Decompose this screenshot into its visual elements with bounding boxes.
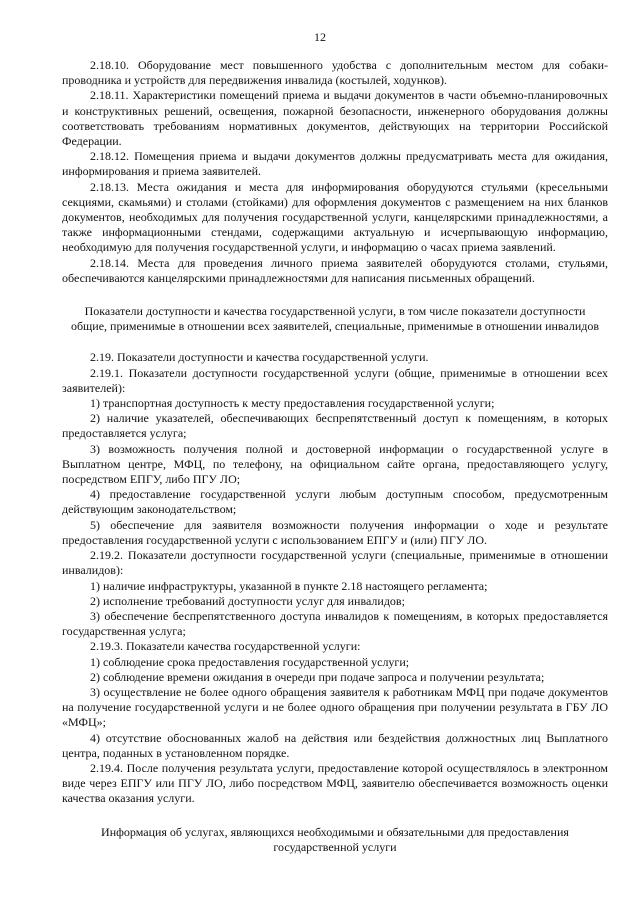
paragraph-2-19-1: 2.19.1. Показатели доступности государственной услуги (общие, применимые в отношении всех заявителей): bbox=[62, 365, 608, 395]
paragraph-2-18-10: 2.18.10. Оборудование мест повышенного удобства с дополнительным местом для собаки-проводника и устройств для передвижения инвалида (костылей, ходунков). bbox=[62, 58, 608, 88]
list-item: 2) соблюдение времени ожидания в очереди при подаче запроса и получении результата; bbox=[90, 669, 545, 684]
list-item: 4) предоставление государственной услуги любым доступным способом, предусмотренным действующим законодательством; bbox=[62, 487, 608, 517]
list-item: 2) наличие указателей, обеспечивающих беспрепятственный доступ к помещениям, в которых предоставляется услуга; bbox=[62, 411, 608, 441]
section-heading-accessibility: Показатели доступности и качества государственной услуги, в том числе показатели доступности общие, применимые в отношении всех заявителей, специальные, применимые в отношении инвалидов bbox=[70, 304, 600, 334]
paragraph-2-18-11: 2.18.11. Характеристики помещений приема и выдачи документов в части объемно-планировочных и конструктивных решений, освещения, пожарной безопасности, инженерного оборудования должны соответствовать требованиям нормативных документов, действующих на территории Российской Федерации. bbox=[62, 88, 608, 149]
list-item: 3) возможность получения полной и достоверной информации о государственной услуге в Выплатном центре, МФЦ, по телефону, на официальном сайте органа, предоставляющего услугу, посредством ЕПГУ, либо ПГУ ЛО; bbox=[62, 441, 608, 487]
list-item: 3) обеспечение беспрепятственного доступа инвалидов к помещениям, в которых предоставляется государственная услуга; bbox=[62, 608, 608, 639]
list-item: 3) осуществление не более одного обращения заявителя к работникам МФЦ при подаче документов на получение государственной услуги и не более одного обращения при получении результата в ГБУ ЛО «МФЦ»; bbox=[62, 684, 608, 730]
list-item: 4) отсутствие обоснованных жалоб на действия или бездействия должностных лиц Выплатного центра, поданных в установленном порядке. bbox=[62, 730, 608, 760]
list-item: 1) соблюдение срока предоставления государственной услуги; bbox=[90, 654, 410, 669]
list-item: 1) наличие инфраструктуры, указанной в пункте 2.18 настоящего регламента; bbox=[90, 578, 488, 593]
document-body bbox=[62, 58, 608, 855]
list-item: 5) обеспечение для заявителя возможности получения информации о ходе и результате предоставления государственной услуги с использованием ЕПГУ и (или) ПГУ ЛО. bbox=[62, 517, 608, 547]
paragraph-2-19-3: 2.19.3. Показатели качества государственной услуги: bbox=[90, 639, 361, 654]
paragraph-2-19: 2.19. Показатели доступности и качества государственной услуги. bbox=[90, 350, 429, 365]
list-item: 2) исполнение требований доступности услуг для инвалидов; bbox=[90, 593, 405, 608]
paragraph-2-19-2: 2.19.2. Показатели доступности государственной услуги (специальные, применимые в отношении инвалидов): bbox=[62, 548, 608, 578]
page-number: 12 bbox=[314, 30, 326, 44]
paragraph-2-18-13: 2.18.13. Места ожидания и места для информирования оборудуются стульями (кресельными секциями, скамьями) и столами (стойками) для оформления документов с размещением на них бланков документов, необходимых для получения государственной услуги, канцелярскими принадлежностями, а также информационными стендами, содержащими актуальную и исчерпывающую информацию, необходимую для получения государственной услуги, и информацию о часах приема заявлений. bbox=[62, 179, 608, 255]
paragraph-2-19-4: 2.19.4. После получения результата услуги, предоставление которой осуществлялось в электронном виде через ЕПГУ или ПГУ ЛО, либо посредством МФЦ, заявителю обеспечивается возможность оценки качества оказания услуги. bbox=[62, 760, 608, 806]
section-heading-required-services: Информация об услугах, являющихся необходимыми и обязательными для предоставления государственной услуги bbox=[101, 824, 569, 854]
paragraph-2-18-14: 2.18.14. Места для проведения личного приема заявителей оборудуются столами, стульями, обеспечиваются канцелярскими принадлежностями для написания письменных обращений. bbox=[62, 255, 608, 285]
list-item: 1) транспортная доступность к месту предоставления государственной услуги; bbox=[90, 396, 495, 411]
paragraph-2-18-12: 2.18.12. Помещения приема и выдачи документов должны предусматривать места для ожидания, информирования и приема заявителей. bbox=[62, 149, 608, 179]
